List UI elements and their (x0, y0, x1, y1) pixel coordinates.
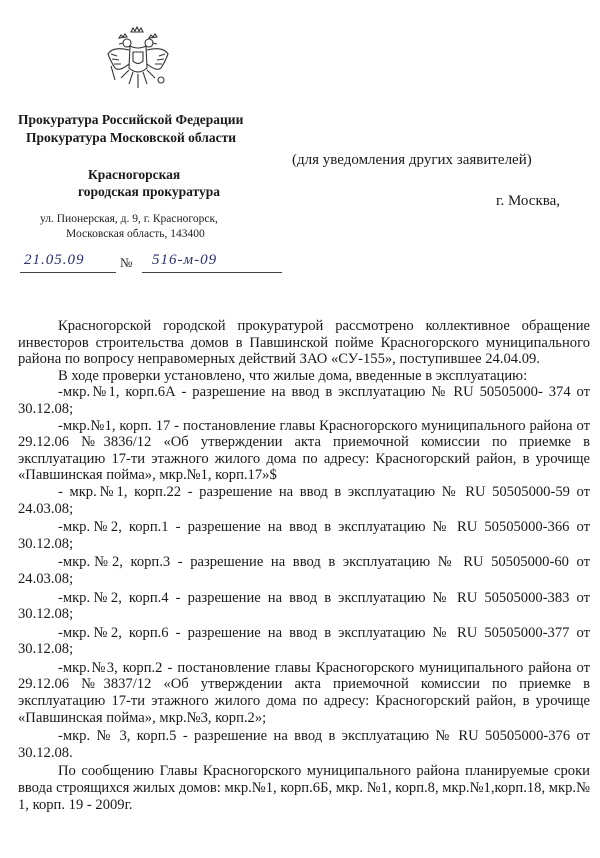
paragraph: Красногорской городской прокуратурой рассмотрено коллективное обращение инвесторов строительства домов в Павшинской пойме Красногорского муниципального района по вопросу неправомерных действий ЗАО «СУ-155», поступившее 24.04.09. (18, 318, 590, 368)
paragraph: -мкр.№2, корп.1 - разрешение на ввод в эксплуатацию № RU 50505000-366 от 30.12.08; (18, 519, 590, 552)
paragraph: -мкр.№2, корп.3 - разрешение на ввод в эксплуатацию № RU 50505000-60 от 24.03.08; (18, 554, 590, 587)
paragraph: По сообщению Главы Красногорского муниципального района планируемые сроки ввода строящихся жилых домов: мкр.№1, корп.6Б, мкр. №1, корп.8, мкр.№1,корп.18, мкр.№ 1, корп. 19 - 2009г. (18, 763, 590, 813)
paragraph: -мкр.№2, корп.4 - разрешение на ввод в эксплуатацию № RU 50505000-383 от 30.12.08; (18, 589, 590, 623)
paragraph: -мкр.№1, корп. 17 - постановление главы Красногорского муниципального района от 29.12.06 №3836/12 «Об утверждении акта приемочной комиссии по приемке в эксплуатацию 17-ти этажного жилого дома по адресу: Красногорский район, в урочище «Павшинская пойма», мкр.№1, корп.17»$ (18, 417, 590, 484)
registration-number: 516-м-09 (152, 252, 218, 268)
double-headed-eagle-emblem-icon (105, 24, 171, 98)
paragraph: -мкр. № 3, корп.5 - разрешение на ввод в эксплуатацию № RU 50505000-376 от 30.12.08. (18, 728, 590, 761)
city-office-name-line2: городская прокуратура (78, 184, 220, 199)
city-office-name-line1: Красногорская (88, 167, 181, 182)
letter-body (18, 318, 590, 813)
prosecutor-office-region: Прокуратура Московской области (26, 130, 237, 145)
number-underline (142, 272, 282, 273)
registration-date: 21.05.09 (24, 252, 85, 268)
addressee-city: г. Москва, (496, 193, 561, 209)
prosecutor-office-rf: Прокуратура Российской Федерации (18, 112, 244, 127)
registration-line (20, 252, 280, 276)
paragraph: - мкр.№1, корп.22 - разрешение на ввод в эксплуатацию № RU 50505000-59 от 24.03.08; (18, 483, 590, 517)
office-address-line2: Московская область, 143400 (66, 228, 205, 240)
addressee-notice: (для уведомления других заявителей) (292, 152, 532, 168)
paragraph: -мкр.№1, корп.6А - разрешение на ввод в эксплуатацию № RU 50505000- 374 от 30.12.08; (18, 384, 590, 417)
paragraph: В ходе проверки установлено, что жилые дома, введенные в эксплуатацию: (58, 367, 528, 384)
paragraph: -мкр.№2, корп.6 - разрешение на ввод в эксплуатацию № RU 50505000-377 от 30.12.08; (18, 624, 590, 658)
office-address-line1: ул. Пионерская, д. 9, г. Красногорск, (40, 213, 218, 225)
paragraph: -мкр.№3, корп.2 - постановление главы Красногорского муниципального района от 29.12.06 №3837/12 «Об утверждении акта приемочной комиссии по приемке в эксплуатацию 17-ти этажного жилого дома по адресу: Красногорский район, в урочище «Павшинская пойма», мкр.№3, корп.2»; (18, 659, 590, 726)
date-underline (20, 272, 116, 273)
number-label: № (120, 255, 133, 270)
